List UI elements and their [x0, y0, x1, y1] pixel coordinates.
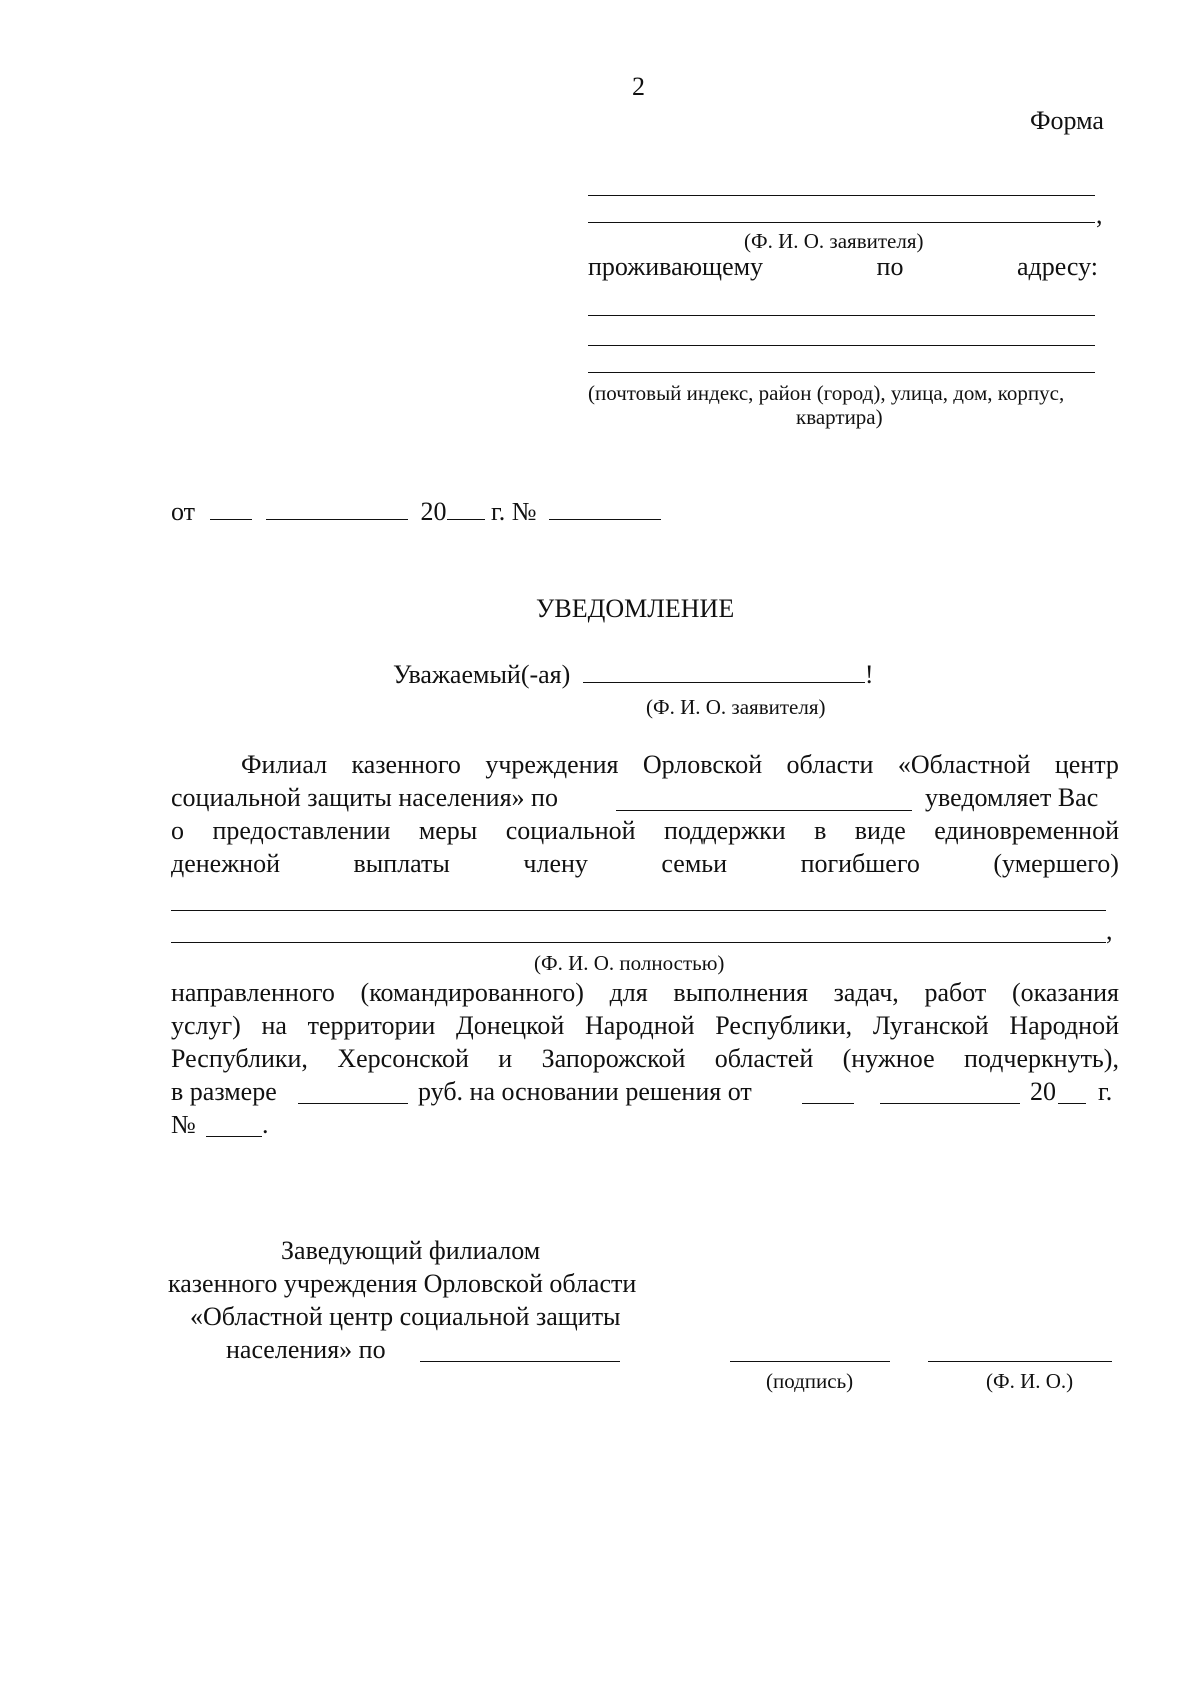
- document-title: УВЕДОМЛЕНИЕ: [536, 594, 735, 623]
- decision-day-blank: [802, 1103, 854, 1104]
- decision-year-blank: [1058, 1103, 1086, 1104]
- body-line-9-end: .: [262, 1110, 269, 1139]
- body-line-2-right: уведомляет Вас: [925, 783, 1099, 812]
- body-word: областей: [714, 1044, 814, 1073]
- body-word: Херсонской: [337, 1044, 469, 1073]
- signature-branch-blank: [420, 1361, 620, 1362]
- body-word: Республики,: [715, 1011, 853, 1040]
- salutation: [393, 660, 873, 690]
- date-day-blank: [210, 499, 252, 520]
- residing-word: проживающему: [588, 252, 764, 281]
- body-line-8-a: в размере: [171, 1077, 277, 1106]
- body-word: Народной: [584, 1011, 695, 1040]
- body-word: (командированного): [360, 978, 584, 1007]
- date-year-prefix: 20: [420, 497, 447, 526]
- salutation-name-blank: [583, 662, 865, 683]
- body-line-2-left: социальной защиты населения» по: [171, 783, 558, 812]
- address-caption-line1: (почтовый индекс, район (город), улица, дом, корпус,: [588, 381, 1065, 405]
- body-word: «Областной: [897, 750, 1031, 779]
- date-from: от: [171, 497, 196, 526]
- body-word: члену: [523, 849, 588, 878]
- body-word: единовременной: [934, 816, 1119, 845]
- body-line-8-b: руб. на основании решения от: [418, 1077, 752, 1106]
- body-word: казенного: [351, 750, 461, 779]
- body-word: услуг): [171, 1011, 241, 1040]
- body-word: и: [498, 1044, 513, 1073]
- body-line-8-d: г.: [1098, 1077, 1113, 1106]
- deceased-fio-caption: (Ф. И. О. полностью): [534, 951, 725, 975]
- body-line-7: [171, 1044, 1119, 1074]
- applicant-fio-line-2: [588, 222, 1095, 223]
- body-word: социальной: [505, 816, 636, 845]
- body-word: области: [786, 750, 874, 779]
- body-word: Луганской: [872, 1011, 989, 1040]
- applicant-fio-caption: (Ф. И. О. заявителя): [744, 229, 924, 253]
- signature-line-1: Заведующий филиалом: [281, 1236, 541, 1265]
- body-word: для: [609, 978, 648, 1007]
- body-word: (умершего): [993, 849, 1119, 878]
- body-word: Донецкой: [455, 1011, 565, 1040]
- address-line-1: [588, 315, 1095, 316]
- body-word: выполнения: [673, 978, 808, 1007]
- residing-word: по: [876, 252, 904, 281]
- address-caption-line2: квартира): [796, 405, 883, 429]
- body-branch-blank: [616, 810, 912, 811]
- address-line-3: [588, 372, 1095, 373]
- residing-line: [588, 252, 1098, 282]
- address-line-2: [588, 345, 1095, 346]
- body-word: на: [261, 1011, 287, 1040]
- body-word: учреждения: [485, 750, 619, 779]
- salutation-caption: (Ф. И. О. заявителя): [646, 695, 826, 719]
- date-month-blank: [266, 499, 408, 520]
- date-year-suffix: г. №: [491, 497, 537, 526]
- applicant-comma: ,: [1096, 200, 1103, 229]
- body-word: Народной: [1009, 1011, 1119, 1040]
- applicant-fio-line-1: [588, 195, 1095, 196]
- body-word: поддержки: [663, 816, 786, 845]
- number-blank: [549, 499, 661, 520]
- signature-line-3: «Областной центр социальной защиты: [190, 1302, 621, 1331]
- body-line-3: [171, 816, 1119, 846]
- body-word: о: [171, 816, 184, 845]
- signature-line-2: казенного учреждения Орловской области: [168, 1269, 637, 1298]
- body-word: семьи: [661, 849, 728, 878]
- deceased-fio-line-2: [171, 942, 1106, 943]
- body-line-5: [171, 978, 1119, 1008]
- body-word: денежной: [171, 849, 281, 878]
- body-word: центр: [1054, 750, 1119, 779]
- body-line-4: [171, 849, 1119, 879]
- body-line-8-c: 20: [1030, 1077, 1056, 1106]
- deceased-fio-line-1: [171, 910, 1106, 911]
- body-word: (оказания: [1011, 978, 1119, 1007]
- body-word: территории: [307, 1011, 436, 1040]
- deceased-fio-comma: ,: [1106, 916, 1113, 945]
- body-word: Орловской: [642, 750, 763, 779]
- date-line: [171, 497, 661, 527]
- body-word: работ: [924, 978, 987, 1007]
- body-word: выплаты: [353, 849, 450, 878]
- date-year-blank: [447, 499, 485, 520]
- body-line-1: [241, 750, 1119, 780]
- form-label: Форма: [1030, 106, 1104, 135]
- body-word: Филиал: [241, 750, 328, 779]
- salutation-exclamation: !: [864, 660, 874, 689]
- signature-fio-caption: (Ф. И. О.): [986, 1369, 1074, 1393]
- signature-fio-blank: [928, 1361, 1112, 1362]
- body-word: предоставлении: [212, 816, 391, 845]
- body-word: задач,: [833, 978, 899, 1007]
- body-word: (нужное: [842, 1044, 935, 1073]
- amount-blank: [298, 1103, 408, 1104]
- salutation-text: Уважаемый(-ая): [393, 660, 571, 689]
- body-word: направленного: [171, 978, 335, 1007]
- body-word: погибшего: [800, 849, 920, 878]
- body-line-6: [171, 1011, 1119, 1041]
- body-word: меры: [418, 816, 478, 845]
- signature-line-4: населения» по: [226, 1335, 386, 1364]
- body-word: виде: [854, 816, 906, 845]
- residing-word: адресу:: [1016, 252, 1098, 281]
- body-word: подчеркнуть),: [964, 1044, 1119, 1073]
- decision-month-blank: [880, 1103, 1020, 1104]
- body-line-9-no: №: [171, 1110, 196, 1139]
- body-word: Запорожской: [541, 1044, 686, 1073]
- body-word: в: [814, 816, 827, 845]
- body-word: Республики,: [171, 1044, 308, 1073]
- decision-number-blank: [206, 1136, 262, 1137]
- signature-sign-caption: (подпись): [766, 1369, 854, 1393]
- signature-sign-blank: [730, 1361, 890, 1362]
- page-number: 2: [632, 72, 645, 101]
